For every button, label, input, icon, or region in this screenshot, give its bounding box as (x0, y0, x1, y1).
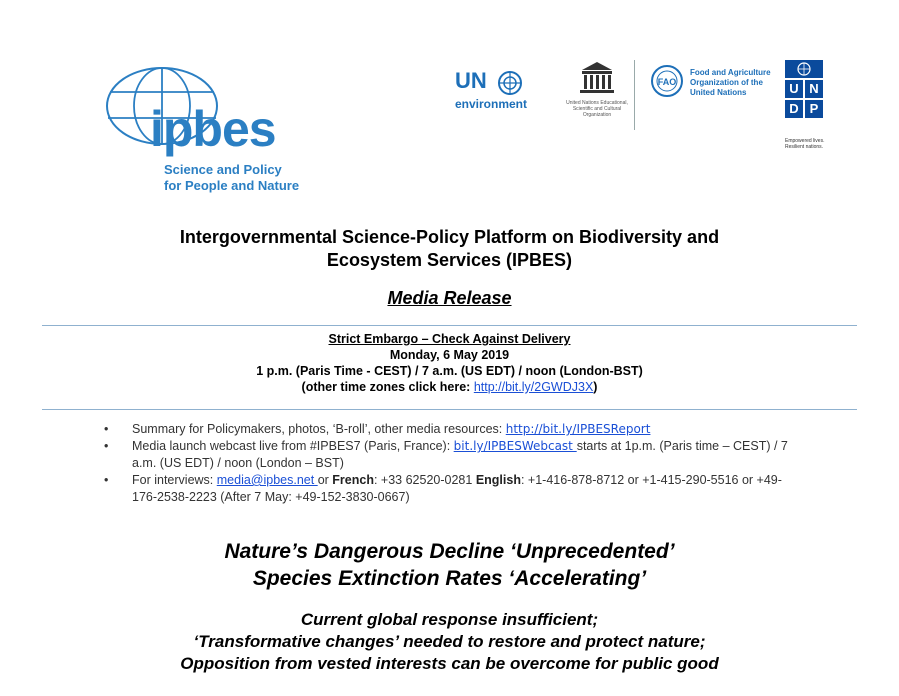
undp-tagline (785, 138, 824, 150)
media-email-link[interactable]: media@ipbes.net (216, 473, 318, 487)
fao-line3: United Nations (690, 88, 747, 97)
interviews-text: For interviews: (132, 473, 217, 487)
logo-divider (634, 60, 635, 130)
time-zones-line (0, 379, 899, 395)
undp-letter-n: N (805, 80, 823, 98)
ipbes-wordmark: ipbes (150, 101, 276, 157)
subheadline-line1: Current global response insufficient; (300, 610, 599, 629)
list-item (104, 438, 804, 472)
time-zones-link[interactable]: http://bit.ly/2GWDJ3X (473, 380, 594, 394)
media-release-heading: Media Release (387, 288, 512, 308)
embargo-block (0, 331, 899, 395)
subheadline-line2: ‘Transformative changes’ needed to restore and protect nature; (193, 632, 706, 651)
ipbes-webcast-link[interactable]: bit.ly/IPBESWebcast (453, 439, 577, 453)
release-time: 1 p.m. (Paris Time - CEST) / 7 a.m. (US EDT) / noon (London-BST) (256, 364, 643, 378)
fao-name (690, 68, 771, 98)
unesco-name: United Nations Educational, Scientific and Cultural Organization (566, 100, 628, 118)
headline-line1: Nature’s Dangerous Decline ‘Unprecedented’ (224, 540, 675, 563)
french-label: French (332, 473, 374, 487)
unep-environment-text: environment (455, 97, 528, 111)
fao-logo (650, 64, 780, 104)
organization-title-line1: Intergovernmental Science-Policy Platform on Biodiversity and (179, 227, 720, 247)
organization-title-line2: Ecosystem Services (IPBES) (326, 250, 573, 270)
media-resources-list (104, 421, 804, 506)
embargo-notice: Strict Embargo – Check Against Delivery (328, 332, 571, 346)
undp-tagline-line1: Empowered lives. (785, 138, 825, 144)
undp-letter-p: P (805, 100, 823, 118)
webcast-time: starts at 1p.m. (Paris time – CEST) / 7 a.m. (US EDT) / noon (London – BST) (132, 439, 788, 470)
interviews-or: or (317, 473, 333, 487)
unesco-temple-icon (562, 60, 632, 98)
list-item (104, 472, 804, 506)
headline (0, 538, 899, 592)
english-phones: : +1-416-878-8712 or +1-415-290-5516 or +49- 176-2538-2223 (After 7 May: +49-152-3830-0667) (132, 473, 782, 504)
undp-letter-d: D (785, 100, 803, 118)
undp-logo (785, 60, 835, 160)
svg-text:FAO: FAO (657, 77, 677, 87)
un-emblem-icon (497, 70, 523, 96)
resources-text: Summary for Policymakers, photos, ‘B-roll’, other media resources: (132, 422, 506, 436)
fao-line2: Organization of the (690, 78, 763, 87)
webcast-text: Media launch webcast live from #IPBES7 (Paris, France): (132, 439, 454, 453)
un-environment-logo (455, 68, 555, 118)
fao-line1: Food and Agriculture (690, 68, 771, 77)
ipbes-tagline-line2: for People and Nature (164, 178, 300, 193)
ipbes-tagline-line1: Science and Policy (164, 162, 282, 177)
subheadline-line3: Opposition from vested interests can be overcome for public good (180, 654, 719, 673)
english-label: English (475, 473, 521, 487)
time-zones-suffix: ) (593, 380, 598, 394)
subheadline (0, 609, 899, 675)
headline-line2: Species Extinction Rates ‘Accelerating’ (252, 567, 647, 590)
unep-un-text: UN (455, 68, 487, 93)
undp-emblem-icon (785, 60, 823, 78)
ipbes-logo (100, 62, 310, 202)
undp-letter-u: U (785, 80, 803, 98)
unesco-logo (562, 60, 637, 140)
ipbes-report-link[interactable]: http://bit.ly/IPBESReport (505, 422, 651, 436)
divider-top (42, 325, 857, 326)
header-logos (0, 0, 899, 210)
time-zones-prefix: (other time zones click here: (301, 380, 474, 394)
french-phone: : +33 62520-0281 (373, 473, 476, 487)
divider-bottom (42, 409, 857, 410)
organization-title (0, 226, 899, 272)
ipbes-tagline (164, 162, 299, 194)
release-date: Monday, 6 May 2019 (389, 348, 510, 362)
fao-emblem-icon (650, 64, 684, 98)
undp-tagline-line2: Resilient nations. (785, 144, 824, 150)
list-item (104, 421, 804, 438)
